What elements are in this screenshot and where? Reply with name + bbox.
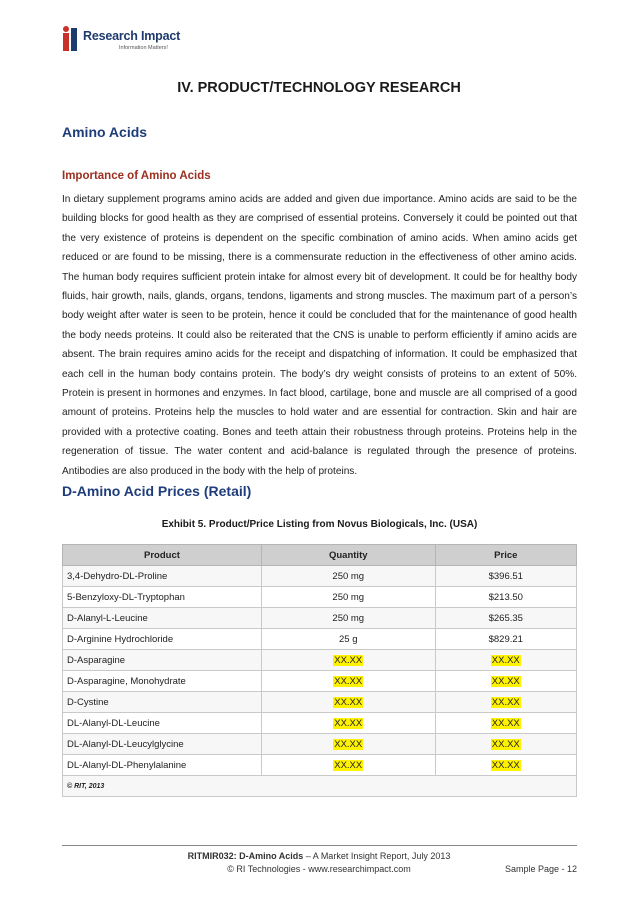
cell-product: [63, 650, 262, 671]
cell-product-value: 5-Benzyloxy-DL-Tryptophan: [67, 591, 185, 603]
table-footnote: © RIT, 2013: [63, 776, 577, 797]
cell-product-value: DL-Alanyl-DL-Leucylglycine: [67, 738, 184, 750]
cell-product: [63, 755, 262, 776]
cell-product-value: DL-Alanyl-DL-Leucine: [67, 717, 160, 729]
cell-product-value: DL-Alanyl-DL-Phenylalanine: [67, 759, 187, 771]
cell-quantity-value: 250 mg: [332, 591, 365, 603]
cell-price-value: $265.35: [488, 612, 523, 624]
cell-price: [435, 629, 576, 650]
cell-product: [63, 566, 262, 587]
cell-quantity-value: 25 g: [339, 633, 358, 645]
cell-price: [435, 587, 576, 608]
cell-price-value: $213.50: [488, 591, 523, 603]
cell-quantity: [261, 734, 435, 755]
cell-quantity: [261, 692, 435, 713]
logo-name: Research Impact: [83, 29, 181, 43]
table-footnote-row: [63, 776, 577, 797]
heading-importance: Importance of Amino Acids: [62, 170, 211, 182]
header-product: Product: [63, 545, 262, 566]
cell-quantity: [261, 608, 435, 629]
research-impact-logo: [61, 25, 191, 55]
footer-report-code: RITMIR032: D-Amino Acids: [187, 851, 304, 861]
cell-product-value: D-Alanyl-L-Leucine: [67, 612, 148, 624]
cell-price-value: XX.XX: [491, 696, 520, 708]
section-title: IV. PRODUCT/TECHNOLOGY RESEARCH: [177, 80, 461, 96]
logo-mark-icon: [61, 25, 83, 53]
cell-quantity-value: XX.XX: [334, 759, 363, 771]
cell-quantity-value: XX.XX: [334, 738, 363, 750]
cell-price-value: XX.XX: [491, 675, 520, 687]
table-row: [63, 587, 577, 608]
cell-product-value: D-Arginine Hydrochloride: [67, 633, 174, 645]
footer-copyright: © RI Technologies - www.researchimpact.com: [227, 864, 411, 874]
cell-quantity: [261, 713, 435, 734]
cell-price: [435, 713, 576, 734]
cell-quantity-value: 250 mg: [332, 570, 365, 582]
cell-quantity: [261, 755, 435, 776]
header-price: Price: [435, 545, 576, 566]
price-table: [62, 544, 577, 797]
cell-product-value: 3,4-Dehydro-DL-Proline: [67, 570, 168, 582]
cell-product: [63, 671, 262, 692]
cell-quantity: [261, 671, 435, 692]
footer-report-title: – A Market Insight Report, July 2013: [303, 851, 451, 861]
price-table-body: [63, 566, 577, 797]
cell-product-value: D-Asparagine: [67, 654, 126, 666]
cell-quantity: [261, 566, 435, 587]
footer-report-line: [0, 851, 638, 861]
cell-product: [63, 734, 262, 755]
logo-tagline: Information Matters!: [119, 45, 168, 51]
cell-quantity: [261, 629, 435, 650]
cell-price: [435, 755, 576, 776]
footer-page-number: Sample Page - 12: [504, 864, 577, 874]
cell-quantity-value: XX.XX: [334, 654, 363, 666]
cell-product: [63, 629, 262, 650]
cell-quantity-value: XX.XX: [334, 696, 363, 708]
table-row: [63, 713, 577, 734]
cell-price: [435, 692, 576, 713]
table-row: [63, 629, 577, 650]
cell-price-value: XX.XX: [491, 717, 520, 729]
cell-quantity-value: XX.XX: [334, 675, 363, 687]
table-row: [63, 734, 577, 755]
cell-price: [435, 608, 576, 629]
cell-product-value: D-Asparagine, Monohydrate: [67, 675, 186, 687]
cell-quantity: [261, 587, 435, 608]
cell-product: [63, 713, 262, 734]
cell-price: [435, 671, 576, 692]
cell-price: [435, 566, 576, 587]
cell-price-value: XX.XX: [491, 759, 520, 771]
cell-product-value: D-Cystine: [67, 696, 109, 708]
table-header-row: [63, 545, 577, 566]
table-row: [63, 755, 577, 776]
footer-divider: [62, 845, 577, 846]
cell-price-value: XX.XX: [491, 738, 520, 750]
cell-price: [435, 650, 576, 671]
table-row: [63, 608, 577, 629]
table-row: [63, 566, 577, 587]
table-row: [63, 650, 577, 671]
header-quantity: Quantity: [261, 545, 435, 566]
body-paragraph: In dietary supplement programs amino acids are added and given due importance. Amino acids are said to be the building blocks for good health as they are comprised of essential proteins. Conversely it could be pointed out that the very existence of proteins is dependent on the specific combination of amino acids. When amino acids get reduced or are found to be missing, there is a commensurate reduction in the effectiveness of other amino acids. The human body requires sufficient protein intake for almost every bit of development. It could be for healthy body fluids, hair growth, nails, glands, organs, tendons, ligaments and strong muscles. The maximum part of a person’s body weight after water is seen to be protein, hence it could be concluded that for the maintenance of good health the body needs proteins. It could also be reiterated that the CNS is unable to perform efficiently if amino acids are absent. The brain requires amino acids for the receipt and dispatching of information. It could be emphasized that each cell in the human body contains protein. The body’s dry weight consists of proteins to an extent of 50%. Protein is present in hormones and enzymes. In fact blood, cartilage, bone and muscle are all comprised of a good amount of proteins. Proteins help the muscles to hold water and are essential for contraction. Skin and hair are provided with a protective coating. Bones and teeth attain their robustness through proteins. Proteins help in the regeneration of tissue. The water content and acid-balance is regulated through the presence of proteins. Antibodies are also produced in the body with the help of proteins.: [62, 194, 577, 477]
cell-quantity: [261, 650, 435, 671]
cell-product: [63, 587, 262, 608]
cell-price-value: $829.21: [488, 633, 523, 645]
table-row: [63, 692, 577, 713]
cell-price-value: XX.XX: [491, 654, 520, 666]
cell-price: [435, 734, 576, 755]
cell-product: [63, 608, 262, 629]
table-row: [63, 671, 577, 692]
cell-product: [63, 692, 262, 713]
cell-quantity-value: 250 mg: [332, 612, 365, 624]
heading-prices: D-Amino Acid Prices (Retail): [62, 483, 252, 499]
exhibit-caption: Exhibit 5. Product/Price Listing from Novus Biologicals, Inc. (USA): [161, 519, 478, 530]
cell-price-value: $396.51: [488, 570, 523, 582]
heading-amino-acids: Amino Acids: [62, 124, 148, 140]
cell-quantity-value: XX.XX: [334, 717, 363, 729]
